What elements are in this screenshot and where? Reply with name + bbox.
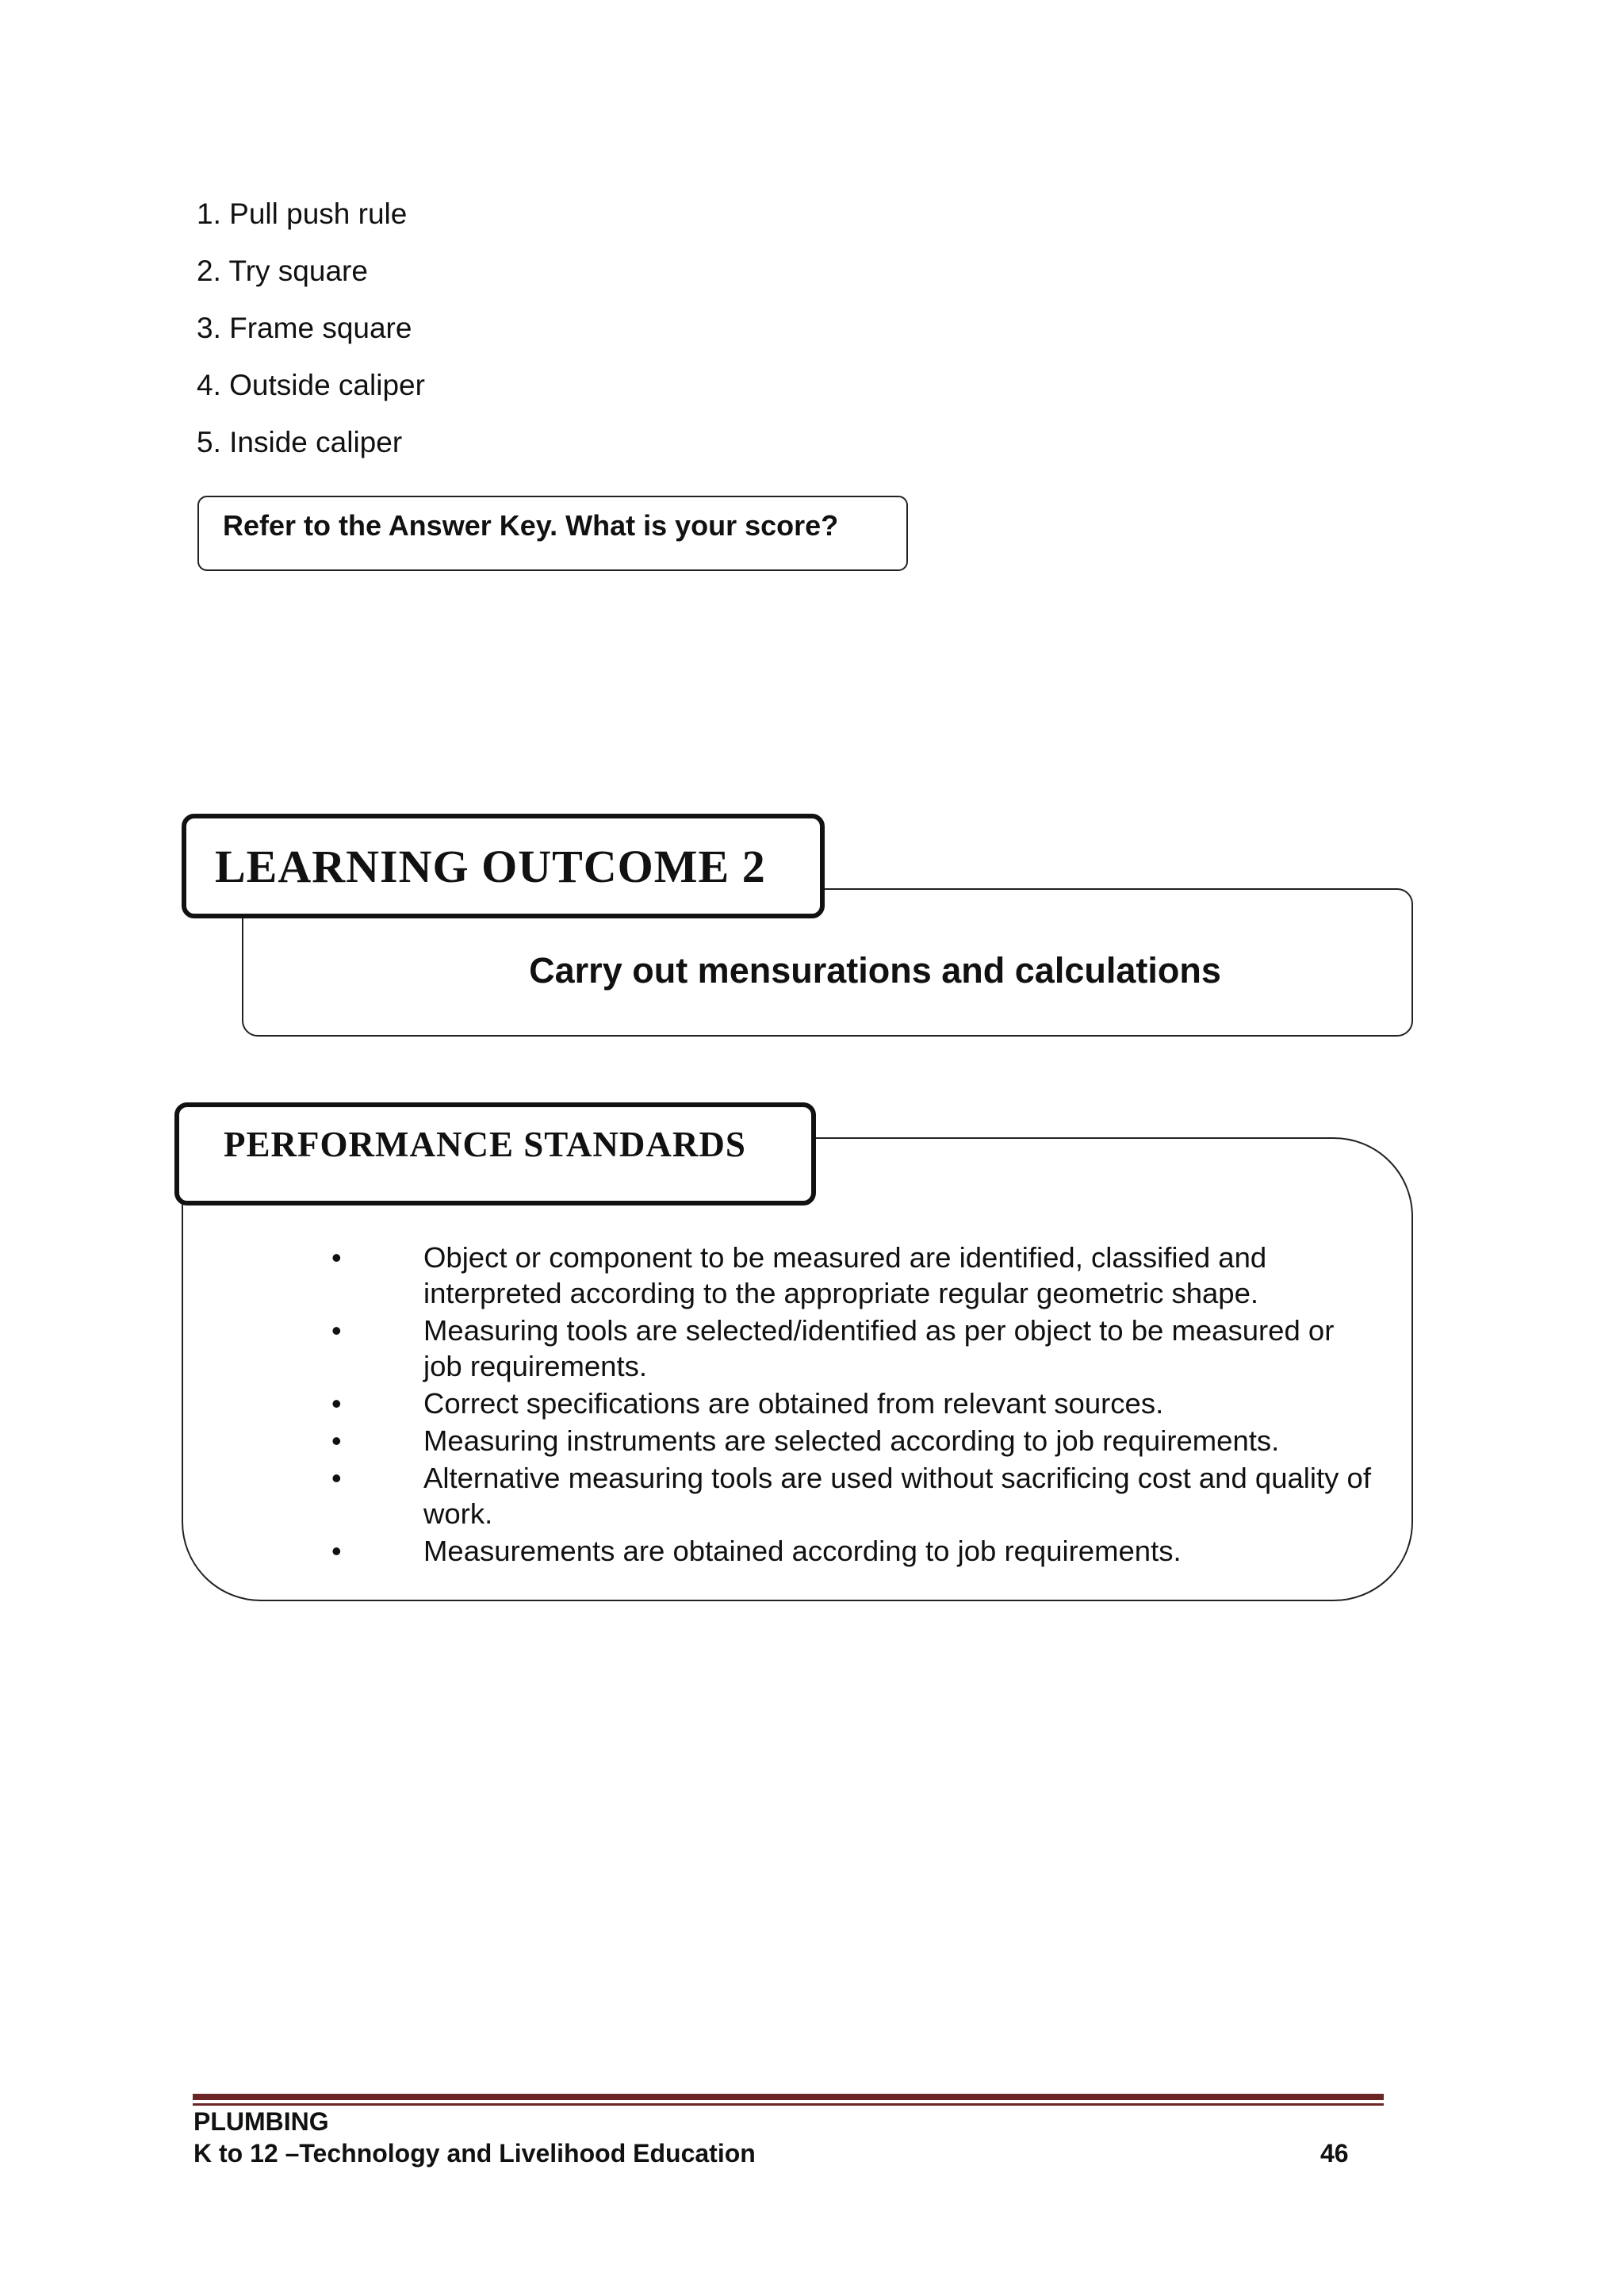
bullet-icon: • bbox=[331, 1424, 342, 1457]
performance-standard-text: Alternative measuring tools are used without sacrificing cost and quality of work. bbox=[423, 1462, 1371, 1530]
performance-standard-item bbox=[331, 1386, 1378, 1421]
answer-list-item: 3. Frame square bbox=[197, 312, 412, 344]
answer-list-item: 5. Inside caliper bbox=[197, 426, 403, 458]
footer-rule bbox=[193, 2094, 1384, 2100]
footer-subject: PLUMBING bbox=[193, 2107, 329, 2136]
bullet-icon: • bbox=[331, 1535, 342, 1567]
performance-standards-list bbox=[331, 1240, 1378, 1570]
learning-outcome-title: Carry out mensurations and calculations bbox=[529, 950, 1221, 991]
learning-outcome-label: LEARNING OUTCOME 2 bbox=[182, 814, 825, 918]
performance-standard-item bbox=[331, 1460, 1378, 1531]
performance-standard-item bbox=[331, 1423, 1378, 1458]
answer-list-item: 2. Try square bbox=[197, 255, 368, 287]
performance-standards-label: PERFORMANCE STANDARDS bbox=[174, 1102, 816, 1205]
answer-key-box bbox=[197, 496, 908, 571]
bullet-icon: • bbox=[331, 1387, 342, 1420]
performance-standard-text: Correct specifications are obtained from relevant sources. bbox=[423, 1387, 1164, 1420]
performance-standard-item bbox=[331, 1533, 1378, 1569]
performance-standard-item bbox=[331, 1240, 1378, 1311]
answer-key-prompt: Refer to the Answer Key. What is your score? bbox=[223, 508, 839, 542]
performance-standard-item bbox=[331, 1313, 1378, 1384]
answer-list-item: 4. Outside caliper bbox=[197, 369, 425, 401]
performance-standard-text: Measuring tools are selected/identified as per object to be measured or job requirements. bbox=[423, 1314, 1335, 1382]
performance-standard-text: Measurements are obtained according to job requirements. bbox=[423, 1535, 1182, 1567]
footer-rule-thin bbox=[193, 2103, 1384, 2106]
performance-standard-text: Object or component to be measured are identified, classified and interpreted according to the appropriate regular geometric shape. bbox=[423, 1241, 1267, 1309]
footer-course-title: K to 12 –Technology and Livelihood Education bbox=[193, 2139, 756, 2168]
bullet-icon: • bbox=[331, 1241, 342, 1274]
performance-standard-text: Measuring instruments are selected according to job requirements. bbox=[423, 1424, 1280, 1457]
page-number: 46 bbox=[1320, 2139, 1349, 2168]
answer-list bbox=[197, 192, 425, 477]
bullet-icon: • bbox=[331, 1462, 342, 1494]
answer-list-item: 1. Pull push rule bbox=[197, 197, 408, 230]
bullet-icon: • bbox=[331, 1314, 342, 1347]
